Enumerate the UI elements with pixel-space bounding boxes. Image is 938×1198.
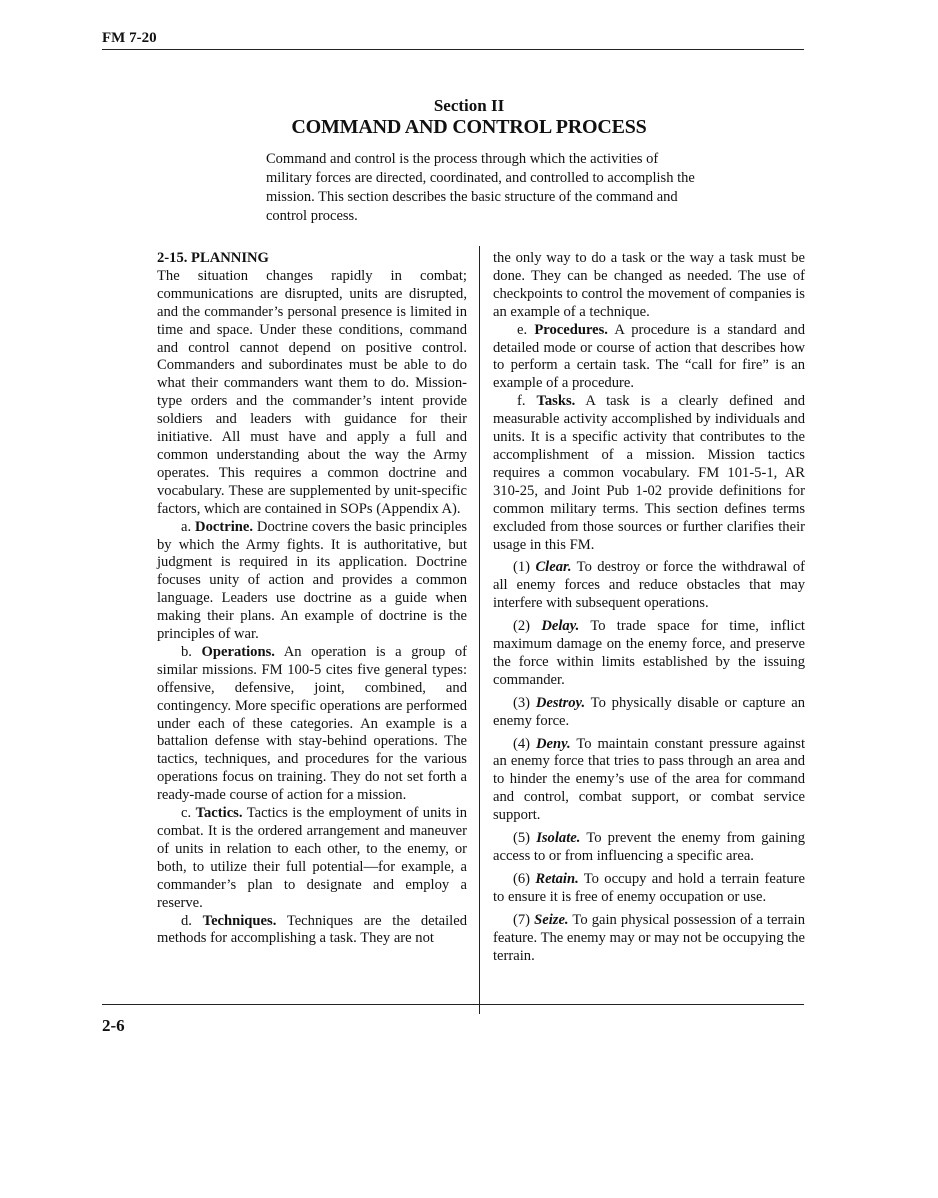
- term-text: Tactics is the employment of units in combat. It is the ordered arrangement and maneuver of units in relation to each other, to the enemy, or both, to utilize their full potential—for example, a commander’s plan to designate and employ a reserve.: [157, 805, 467, 911]
- def-number: (2): [513, 618, 531, 635]
- definition-isolate: [493, 830, 805, 866]
- term-tasks: Tasks.: [536, 393, 576, 410]
- section-intro: Command and control is the process through which the activities of military forces are directed, coordinated, and controlled to accomplish the mission. This section describes the basic structure of the command and control process.: [266, 151, 695, 224]
- section-number: Section II: [433, 96, 505, 115]
- techniques-paragraph: [157, 913, 467, 949]
- column-divider: [479, 246, 480, 1014]
- def-term: Destroy.: [535, 694, 586, 711]
- tactics-paragraph: [157, 805, 467, 912]
- definition-deny: [493, 736, 805, 826]
- item-label: d.: [181, 912, 192, 929]
- right-column: [493, 250, 805, 965]
- term-doctrine: Doctrine.: [195, 518, 253, 535]
- planning-paragraph: The situation changes rapidly in combat; communications are disrupted, units are disrupted, and the commander’s personal presence is limited in time and space. Under these conditions, command and control cannot depend on positive control. Commanders and subordinates must be able to do what their commanders want them to do. Mission-type orders and the commander’s intent provide soldiers and leaders with guidance for their initiative. All must have and apply a full and common understanding about the way the Army operates. This requires a common doctrine and vocabulary. These are supplemented by unit-specific factors, which are contained in SOPs (Appendix A).: [157, 267, 467, 517]
- def-number: (3): [513, 694, 531, 711]
- term-tactics: Tactics.: [195, 805, 243, 822]
- def-number: (6): [513, 870, 531, 887]
- term-text: Doctrine covers the basic principles by which the Army fights. It is authoritative, but judgment is required in its application. Doctrine focuses unity of action and provides a common language. Leaders use doctrine as a guide when making their plans. An example of doctrine is the principles of war.: [157, 518, 467, 643]
- procedures-paragraph: [493, 322, 805, 394]
- term-procedures: Procedures.: [534, 321, 608, 338]
- def-term: Delay.: [541, 618, 580, 635]
- def-text: To physically disable or capture an enemy force.: [493, 694, 805, 729]
- definition-seize: [493, 912, 805, 966]
- term-operations: Operations.: [201, 643, 275, 660]
- def-number: (5): [513, 830, 531, 847]
- techniques-continued: the only way to do a task or the way a task must be done. They can be changed as needed. The use of checkpoints to control the movement of companies is an example of a technique.: [493, 250, 805, 320]
- footer-rule: [102, 1004, 804, 1005]
- def-term: Clear.: [535, 559, 572, 576]
- definition-delay: [493, 618, 805, 690]
- def-term: Retain.: [535, 870, 579, 887]
- term-techniques: Techniques.: [202, 912, 277, 929]
- term-text: An operation is a group of similar missions. FM 100-5 cites five general types: offensive, defensive, joint, combined, and contingency. More specific operations are performed under each of these categories. An example is a battalion defense with stay-behind operations. The tactics, techniques, and procedures for the various operations focus on training. They do not set forth a ready-made course of action for a mission.: [157, 643, 467, 804]
- item-label: c.: [181, 805, 192, 822]
- def-text: To gain physical possession of a terrain feature. The enemy may or may not be occupying the terrain.: [493, 911, 806, 964]
- def-text: To maintain constant pressure against an enemy force that tries to pass through an area and to hinder the enemy’s use of the area for command and control, combat support, or combat service support.: [493, 735, 806, 824]
- running-header: FM 7-20: [102, 30, 157, 46]
- page-number: 2-6: [102, 1016, 125, 1035]
- left-column: [157, 250, 467, 948]
- def-term: Deny.: [535, 735, 571, 752]
- def-text: To trade space for time, inflict maximum damage on the enemy force, and preserve the force within limits established by the issuing commander.: [493, 618, 805, 688]
- definition-retain: [493, 871, 805, 907]
- def-number: (1): [513, 559, 531, 576]
- definition-destroy: [493, 695, 805, 731]
- term-text: A procedure is a standard and detailed mode or course of action that describes how to perform a certain task. The “call for fire” is an example of a procedure.: [493, 321, 806, 392]
- def-text: To destroy or force the withdrawal of all enemy forces and reduce obstacles that may interfere with subsequent operations.: [493, 559, 805, 612]
- def-term: Seize.: [534, 911, 569, 928]
- tasks-paragraph: [493, 393, 805, 554]
- section-title: COMMAND AND CONTROL PROCESS: [291, 116, 647, 138]
- item-label: b.: [181, 643, 192, 660]
- def-number: (7): [513, 911, 531, 928]
- def-text: To prevent the enemy from gaining access to or from influencing a specific area.: [493, 830, 805, 864]
- def-number: (4): [513, 735, 531, 752]
- item-label: f.: [517, 393, 526, 410]
- def-term: Isolate.: [536, 830, 581, 847]
- doctrine-paragraph: [157, 519, 467, 644]
- item-label: a.: [181, 518, 192, 535]
- operations-paragraph: [157, 644, 467, 805]
- item-label: e.: [517, 321, 528, 338]
- paragraph-heading: 2-15. PLANNING: [157, 250, 269, 266]
- header-rule: [102, 49, 804, 50]
- term-text: A task is a clearly defined and measurable activity accomplished by individuals and units. It is a specific activity that contributes to the accomplishment of a mission. Mission tactics requires a common vocabulary. FM 101-5-1, AR 310-25, and Joint Pub 1-02 provide definitions for common military terms. This section defines terms excluded from those sources or further clarifies their usage in this FM.: [493, 393, 806, 553]
- definition-clear: [493, 559, 805, 613]
- def-text: To occupy and hold a terrain feature to ensure it is free of enemy occupation or use.: [493, 870, 805, 905]
- term-text: Techniques are the detailed methods for accomplishing a task. They are not: [157, 912, 468, 947]
